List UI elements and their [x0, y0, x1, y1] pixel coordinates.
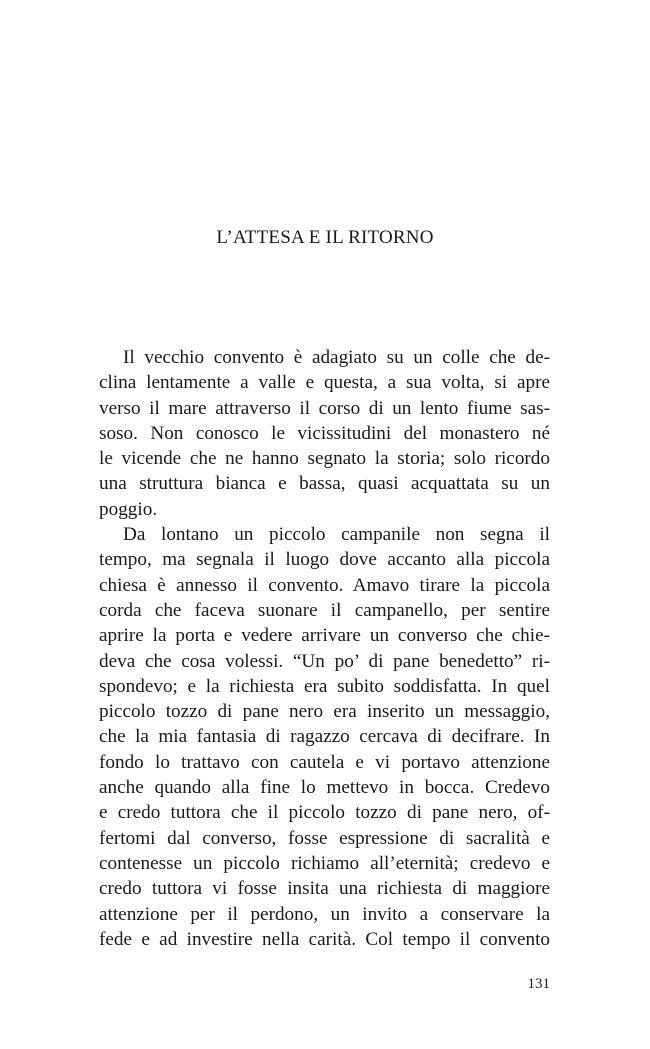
text-line: soso. Non conosco le vicissitudini del monastero né	[99, 422, 550, 444]
text-line: verso il mare attraverso il corso di un lento fiume sas-	[99, 397, 550, 419]
text-line: tempo, ma segnala il luogo dove accanto alla piccola	[99, 549, 550, 571]
text-line: Il vecchio convento è adagiato su un colle che de-	[123, 347, 550, 368]
body-text	[99, 345, 550, 952]
text-line: che la mia fantasia di ragazzo cercava di decifrare. In	[99, 726, 550, 748]
text-line: corda che faceva suonare il campanello, per sentire	[99, 599, 550, 621]
text-line: le vicende che ne hanno segnato la storia; solo ricordo	[99, 448, 550, 470]
text-line: aprire la porta e vedere arrivare un converso che chie-	[99, 625, 550, 647]
text-line: e credo tuttora che il piccolo tozzo di pane nero, of-	[99, 802, 550, 824]
text-line: spondevo; e la richiesta era subito soddisfatta. In quel	[99, 675, 550, 697]
text-line: una struttura bianca e bassa, quasi acquattata su un	[99, 473, 550, 495]
paragraph	[99, 522, 550, 952]
text-line: poggio.	[99, 498, 158, 520]
text-line: fondo lo trattavo con cautela e vi portavo attenzione	[99, 751, 550, 773]
paragraph	[99, 345, 550, 522]
text-line: deva che cosa volessi. “Un po’ di pane benedetto” ri-	[99, 650, 550, 672]
text-line: piccolo tozzo di pane nero era inserito un messaggio,	[99, 701, 550, 723]
text-line: fertomi dal converso, fosse espressione di sacralità e	[99, 827, 550, 849]
text-line: chiesa è annesso il convento. Amavo tirare la piccola	[99, 574, 550, 596]
text-line: Da lontano un piccolo campanile non segna il	[123, 524, 550, 546]
text-line: attenzione per il perdono, un invito a conservare la	[99, 903, 550, 925]
text-line: anche quando alla fine lo mettevo in bocca. Credevo	[99, 777, 550, 799]
page-number: 131	[527, 976, 550, 992]
text-line: clina lentamente a valle e questa, a sua volta, si apre	[99, 372, 550, 394]
text-line: fede e ad investire nella carità. Col tempo il convento	[99, 928, 550, 950]
text-line: credo tuttora vi fosse insita una richiesta di maggiore	[99, 878, 550, 900]
text-line: contenesse un piccolo richiamo all’eternità; credevo e	[99, 852, 550, 874]
chapter-title: L’ATTESA E IL RITORNO	[216, 227, 434, 248]
